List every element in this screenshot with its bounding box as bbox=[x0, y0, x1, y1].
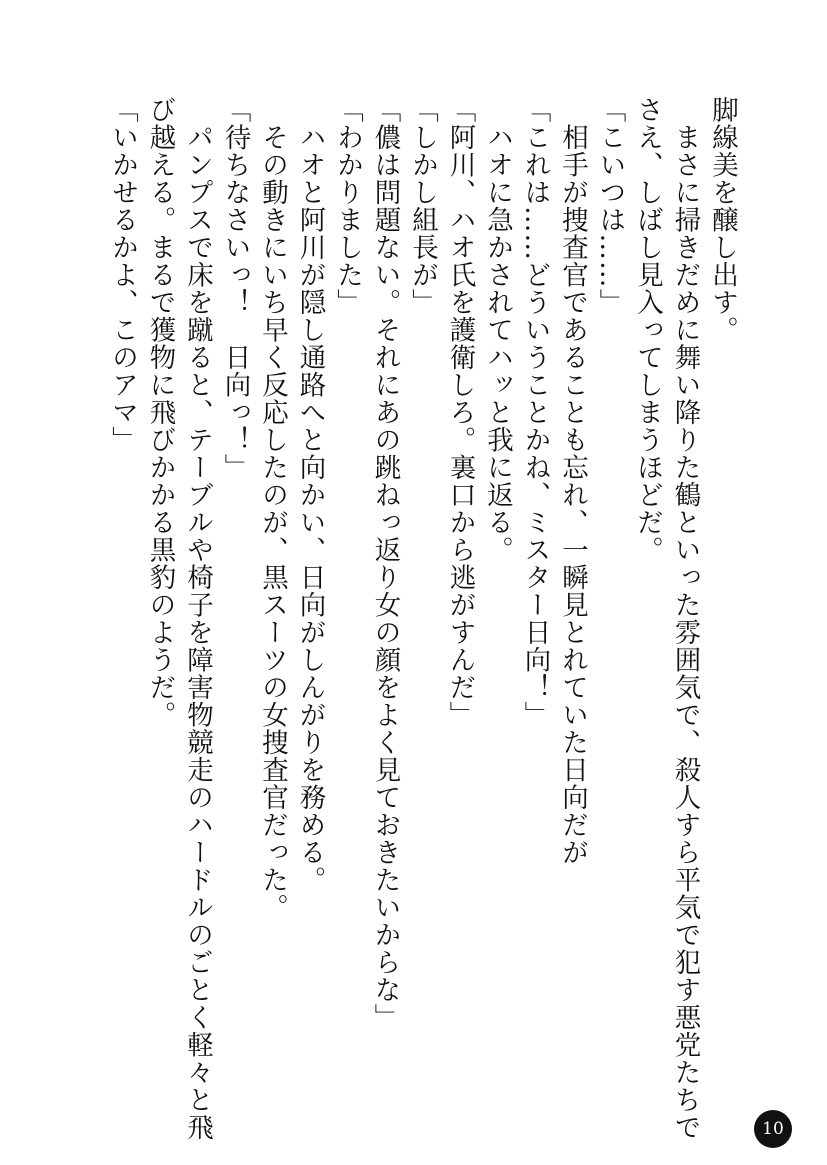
text-line: 「これは……どういうことかね、ミスター日向！」 bbox=[519, 96, 551, 729]
page-number-badge: 10 bbox=[754, 1110, 792, 1148]
text-line: ハオに急かされてハッと我に返る。 bbox=[482, 96, 513, 564]
text-line: 「こいつは……」 bbox=[594, 96, 626, 316]
text-line: パンプスで床を蹴ると、テーブルや椅子を障害物競走のハードルのごとく軽々と飛 bbox=[182, 96, 213, 1141]
text-line: 「待ちなさいっ！ 日向っ！」 bbox=[219, 96, 251, 481]
text-line: まさに掃きだめに舞い降りた鶴といった雰囲気で、殺人すら平気で犯す悪党たちで bbox=[669, 96, 701, 1141]
text-line: び越える。まるで獲物に飛びかかる黒豹のようだ。 bbox=[144, 96, 176, 729]
text-line: 「しかし組長が」 bbox=[407, 96, 438, 316]
vertical-text-body bbox=[104, 96, 742, 1141]
text-line: さえ、しばし見入ってしまうほどだ。 bbox=[632, 96, 663, 564]
text-line: 「儂は問題ない。それにあの跳ねっ返り女の顔をよく見ておきたいからな」 bbox=[369, 96, 401, 1031]
text-line: ハオと阿川が隠し通路へと向かい、日向がしんがりを務める。 bbox=[294, 96, 326, 894]
text-line: 「わかりました」 bbox=[332, 96, 363, 316]
text-line: 「いかせるかよ、このアマ」 bbox=[107, 96, 138, 454]
text-line: 脚線美を醸し出す。 bbox=[707, 96, 738, 344]
text-line: 「阿川、ハオ氏を護衛しろ。裏口から逃がすんだ」 bbox=[444, 96, 476, 729]
text-line: 相手が捜査官であることも忘れ、一瞬見とれていた日向だが bbox=[557, 96, 588, 866]
text-line: その動きにいち早く反応したのが、黒スーツの女捜査官だった。 bbox=[257, 96, 288, 921]
